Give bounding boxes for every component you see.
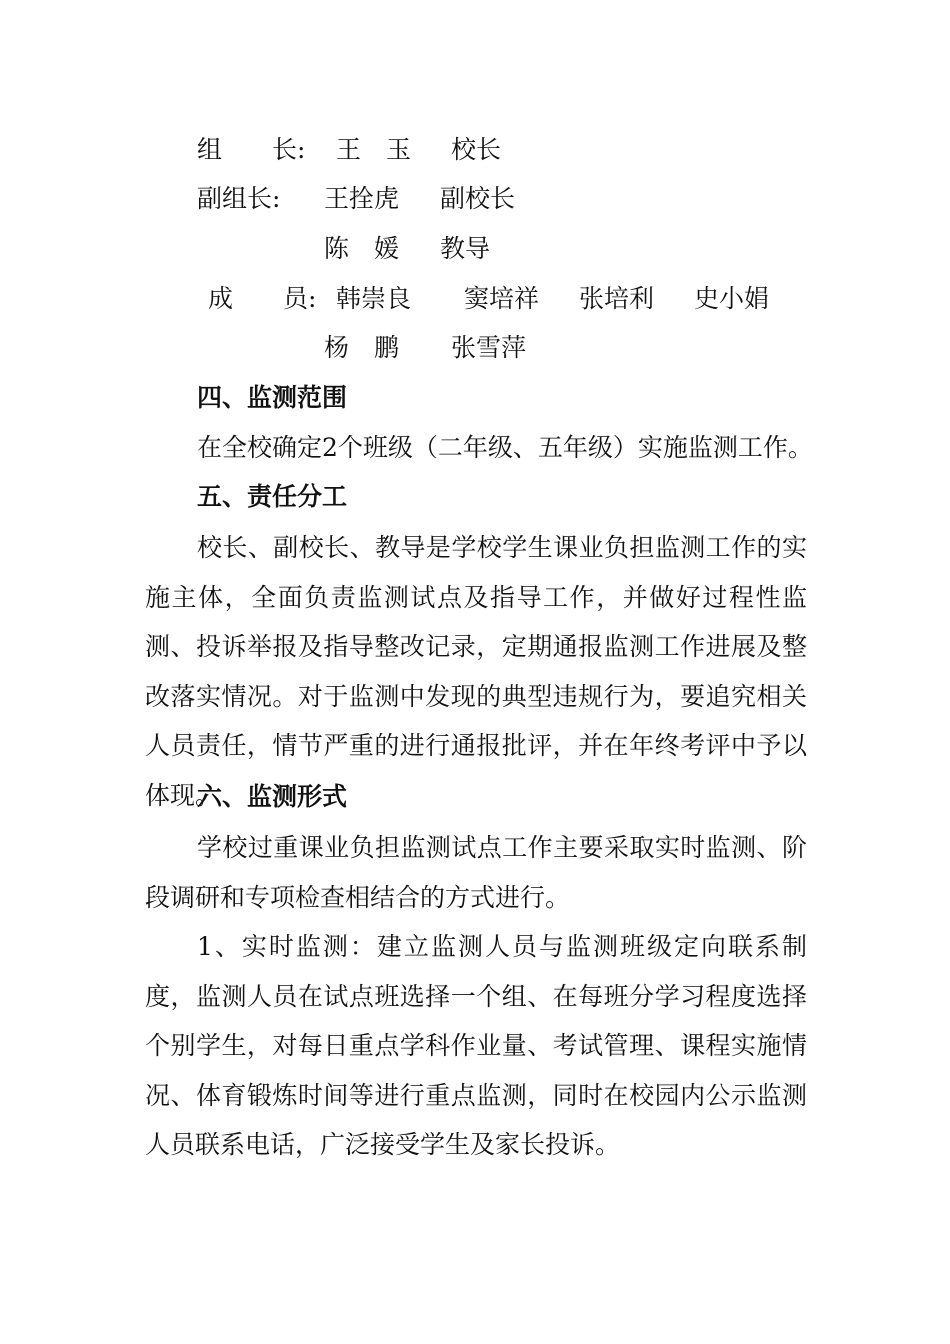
section-paragraph: 1、实时监测：建立监测人员与监测班级定向联系制度，监测人员在试点班选择一个组、在每班分学习程度选择个别学生，对每日重点学科作业量、考试管理、课程实施情况、体育锻炼时间等进行重点监测，同时在校园内公示监测人员联系电话，广泛接受学生及家长投诉。 <box>145 932 807 1160</box>
section-paragraph: 校长、副校长、教导是学校学生课业负担监测工作的实施主体，全面负责监测试点及指导工作，并做好过程性监测、投诉举报及指导整改记录，定期通报监测工作进展及整改落实情况。对于监测中发现的典型违规行为，要追究相关人员责任，情节严重的进行通报批评，并在年终考评中予以体现。 <box>145 533 807 810</box>
deputy-title: 教导 <box>440 234 491 263</box>
member-name: 杨 鹏 <box>324 333 400 362</box>
deputy-label: 副组长: <box>197 184 281 213</box>
leader-title: 校长 <box>451 135 502 164</box>
deputy-name: 王拴虎 <box>324 184 400 213</box>
section-heading: 四、监测范围 <box>197 383 348 412</box>
section-paragraph: 学校过重课业负担监测试点工作主要采取实时监测、阶段调研和专项检查相结合的方式进行。 <box>145 833 807 912</box>
member-name: 张雪萍 <box>451 333 527 362</box>
section-paragraph: 在全校确定2个班级（二年级、五年级）实施监测工作。 <box>197 433 813 462</box>
deputy-name: 陈 媛 <box>324 234 400 263</box>
section-heading: 五、责任分工 <box>197 482 348 511</box>
members-label: 成 员: <box>208 284 317 313</box>
leader-name: 王 玉 <box>336 135 412 164</box>
member-name: 史小娟 <box>694 284 770 313</box>
deputy-title: 副校长 <box>440 184 516 213</box>
leader-label: 组 长: <box>197 135 306 164</box>
member-name: 窦培祥 <box>464 284 540 313</box>
section-heading: 六、监测形式 <box>197 782 348 811</box>
member-name: 张培利 <box>579 284 655 313</box>
member-name: 韩崇良 <box>336 284 412 313</box>
